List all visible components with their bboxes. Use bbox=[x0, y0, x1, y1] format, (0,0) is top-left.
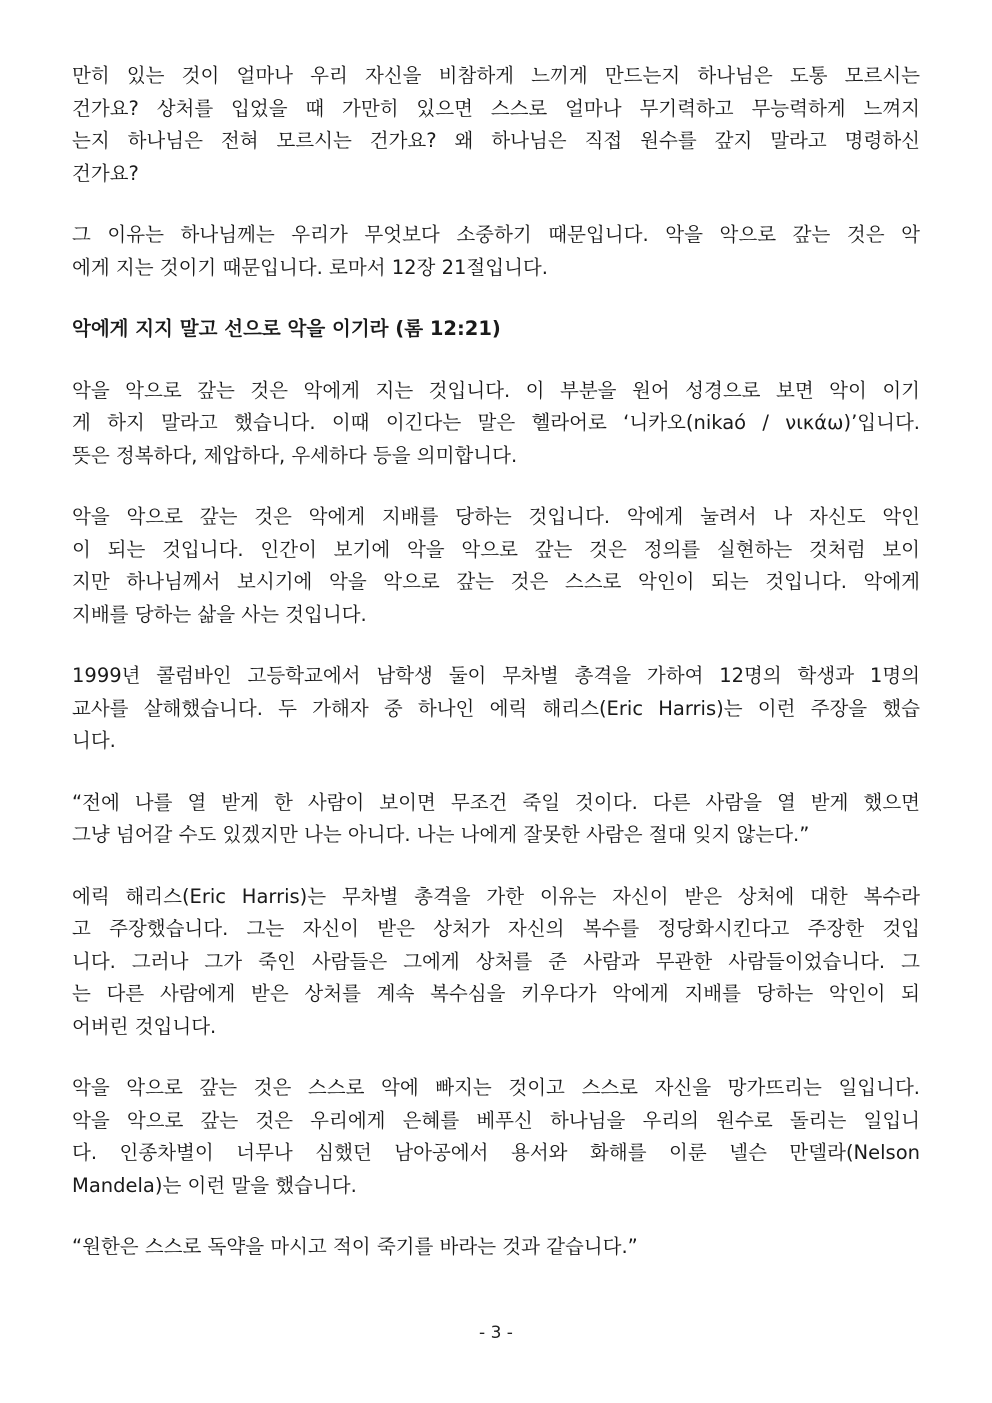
text-line: 그냥 넘어갈 수도 있겠지만 나는 아니다. 나는 나에게 잘못한 사람은 절대 잊지 않는다.” bbox=[72, 823, 810, 846]
paragraph-1 bbox=[72, 60, 920, 190]
text-line: 교사를 살해했습니다. 두 가해자 중 하나인 에릭 해리스(Eric Harris)는 이런 주장을 했습 bbox=[72, 696, 920, 720]
text-line: “전에 나를 열 받게 한 사람이 보이면 무조건 죽일 것이다. 다른 사람을 열 받게 했으면 bbox=[72, 790, 920, 814]
paragraph-5 bbox=[72, 501, 920, 631]
document-page bbox=[72, 60, 920, 1293]
text-line: 다. 인종차별이 너무나 심했던 남아공에서 용서와 화해를 이룬 넬슨 만델라(Nelson bbox=[72, 1141, 920, 1164]
text-line: 1999년 콜럼바인 고등학교에서 남학생 둘이 무차별 총격을 가하여 12명의 학생과 1명의 bbox=[72, 664, 920, 687]
text-line: 지배를 당하는 삶을 사는 것입니다. bbox=[72, 602, 367, 626]
text-line: 건가요? bbox=[72, 161, 139, 185]
text-line: 에릭 해리스(Eric Harris)는 무차별 총격을 가한 이유는 자신이 받은 상처에 대한 복수라 bbox=[72, 884, 920, 908]
text-line: 니다. bbox=[72, 729, 116, 752]
paragraph-9 bbox=[72, 1072, 920, 1202]
paragraph-8 bbox=[72, 881, 920, 1044]
text-line: 그 이유는 하나님께는 우리가 무엇보다 소중하기 때문입니다. 악을 악으로 갚는 것은 악 bbox=[72, 223, 920, 246]
text-line: 고 주장했습니다. 그는 자신이 받은 상처가 자신의 복수를 정당화시킨다고 주장한 것입 bbox=[72, 917, 920, 940]
text-line: 게 하지 말라고 했습니다. 이때 이긴다는 말은 헬라어로 ‘니카오(nikaó / νικάω)’입니다. bbox=[72, 411, 920, 434]
text-line: 악을 악으로 갚는 것은 악에게 지배를 당하는 것입니다. 악에게 눌려서 나 자신도 악인 bbox=[72, 505, 920, 528]
text-line: Mandela)는 이런 말을 했습니다. bbox=[72, 1173, 357, 1197]
text-line: 어버린 것입니다. bbox=[72, 1014, 217, 1038]
scripture-heading bbox=[72, 313, 920, 346]
text-line: 에게 지는 것이기 때문입니다. 로마서 12장 21절입니다. bbox=[72, 255, 548, 279]
text-line: 니다. 그러나 그가 죽인 사람들은 그에게 상처를 준 사람과 무관한 사람들이었습니다. 그 bbox=[72, 949, 920, 973]
text-line: 악을 악으로 갚는 것은 우리에게 은혜를 베푸신 하나님을 우리의 원수로 돌리는 일입니 bbox=[72, 1108, 920, 1132]
text-line: 뜻은 정복하다, 제압하다, 우세하다 등을 의미합니다. bbox=[72, 443, 518, 467]
text-line: 이 되는 것입니다. 인간이 보기에 악을 악으로 갚는 것은 정의를 실현하는 것처럼 보이 bbox=[72, 537, 920, 561]
paragraph-2 bbox=[72, 219, 920, 284]
text-line: “원한은 스스로 독약을 마시고 적이 죽기를 바라는 것과 같습니다.” bbox=[72, 1235, 638, 1258]
paragraph-4 bbox=[72, 375, 920, 473]
text-line: 는지 하나님은 전혀 모르시는 건가요? 왜 하나님은 직접 원수를 갚지 말라고 명령하신 bbox=[72, 129, 920, 152]
text-line: 건가요? 상처를 입었을 때 가만히 있으면 스스로 얼마나 무기력하고 무능력하게 느껴지 bbox=[72, 96, 920, 120]
quote-paragraph-1 bbox=[72, 787, 920, 852]
heading-text: 악에게 지지 말고 선으로 악을 이기라 (롬 12:21) bbox=[72, 317, 501, 340]
text-line: 악을 악으로 갚는 것은 스스로 악에 빠지는 것이고 스스로 자신을 망가뜨리는 일입니다. bbox=[72, 1076, 920, 1099]
text-line: 악을 악으로 갚는 것은 악에게 지는 것입니다. 이 부분을 원어 성경으로 보면 악이 이기 bbox=[72, 378, 920, 402]
page-number: - 3 - bbox=[479, 1323, 513, 1343]
text-line: 지만 하나님께서 보시기에 악을 악으로 갚는 것은 스스로 악인이 되는 것입니다. 악에게 bbox=[72, 570, 920, 593]
text-line: 는 다른 사람에게 받은 상처를 계속 복수심을 키우다가 악에게 지배를 당하는 악인이 되 bbox=[72, 982, 920, 1005]
text-line: 만히 있는 것이 얼마나 우리 자신을 비참하게 느끼게 만드는지 하나님은 도통 모르시는 bbox=[72, 64, 920, 87]
quote-paragraph-2 bbox=[72, 1231, 920, 1264]
paragraph-6 bbox=[72, 660, 920, 758]
